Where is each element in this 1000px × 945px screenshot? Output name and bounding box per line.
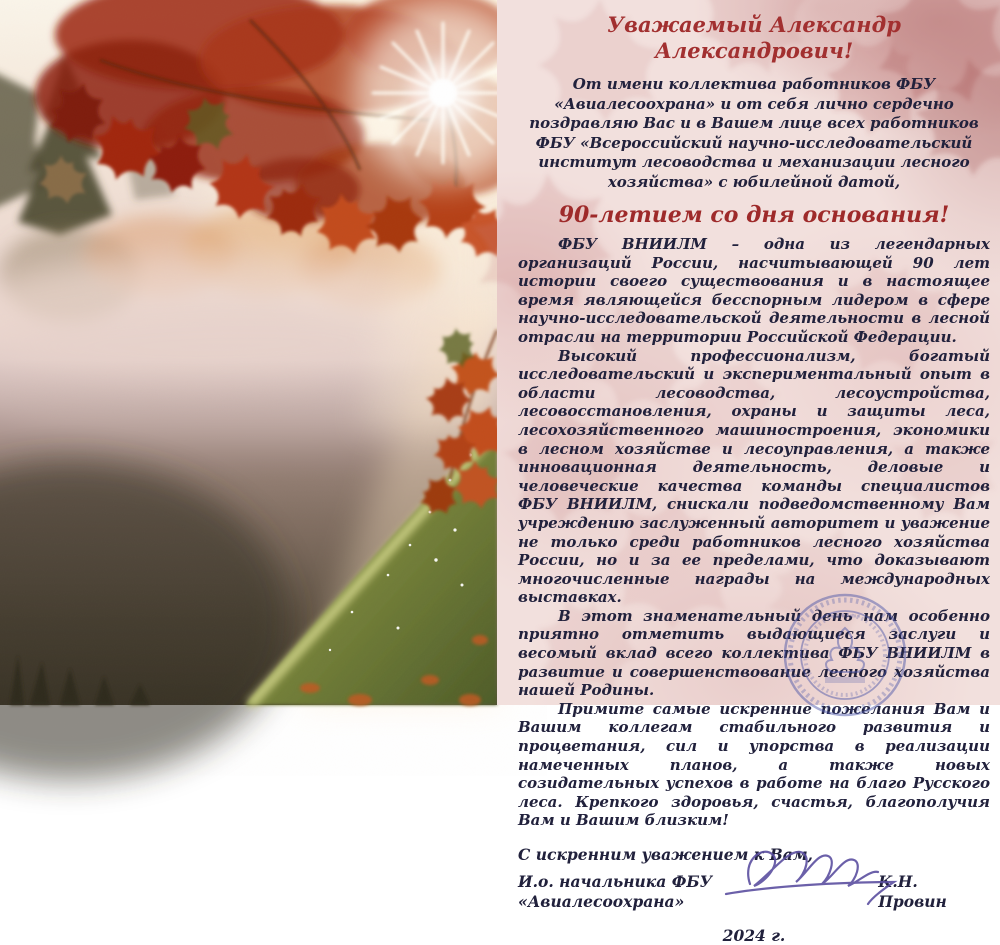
body-paragraph-4: Примите самые искренние пожелания Вам и Вашим коллегам стабильного развития и процветания, сил и упорства в реализации намеченных планов, а также новых созидательных успехов в работе на благо Русского леса. Крепкого здоровья, счастья, благополучия Вам и Вашим близким! xyxy=(518,699,990,830)
salutation: Уважаемый Александр Александрович! xyxy=(607,12,901,63)
year-line: 2024 г. xyxy=(722,926,786,945)
body-paragraph-3: В этот знаменательный день нам особенно приятно отметить выдающиеся заслуги и весомый вклад всего коллектива ФБУ ВНИИЛМ в развитие и совершенствование лесного хозяйства нашей Родины. xyxy=(518,606,990,700)
letter-panel xyxy=(497,0,1000,945)
signature-row xyxy=(518,872,990,912)
signer-title: И.о. начальника ФБУ «Авиалесоохрана» xyxy=(518,872,713,911)
jubilee-title: 90-летием со дня основания! xyxy=(558,202,950,228)
intro-paragraph: От имени коллектива работников ФБУ «Авиалесоохрана» и от себя лично сердечно поздравляю Вас и в Вашем лице всех работников ФБУ «Всероссийский научно-исследовательский институт лесоводства и механизации лесного хозяйства» с юбилейной датой, xyxy=(529,75,979,191)
closing-block xyxy=(518,845,990,912)
signer-name: К.Н. Провин xyxy=(878,872,947,911)
autumn-photo-art xyxy=(0,0,497,705)
handwritten-signature xyxy=(722,842,912,912)
autumn-lake-photo xyxy=(0,0,497,705)
body-paragraph-2: Высокий профессионализм, богатый исследовательский и экспериментальный опыт в области лесоводства, лесоустройства, лесовосстановления, охраны и защиты леса, лесохозяйственного машиностроения, экономики в лесном хозяйстве и лесоуправления, а также инновационная деятельность, деловые и человеческие качества команды специалистов ФБУ ВНИИЛМ, снискали подведомственному Вам учреждению заслуженный авторитет и уважение не только среди работников лесного хозяйства России, но и за ее пределами, что доказывают многочисленные награды на международных выставках. xyxy=(518,346,990,607)
letter-content xyxy=(497,0,1000,945)
round-seal-stamp xyxy=(780,590,910,720)
closing-regards: С искренним уважением к Вам, xyxy=(518,845,813,864)
body-paragraph-1: ФБУ ВНИИЛМ – одна из легендарных организаций России, насчитывающей 90 лет истории своего существования и в настоящее время являющейся бесспорным лидером в сфере научно-исследовательской деятельности в лесной отрасли на территории Российской Федерации. xyxy=(518,235,990,346)
